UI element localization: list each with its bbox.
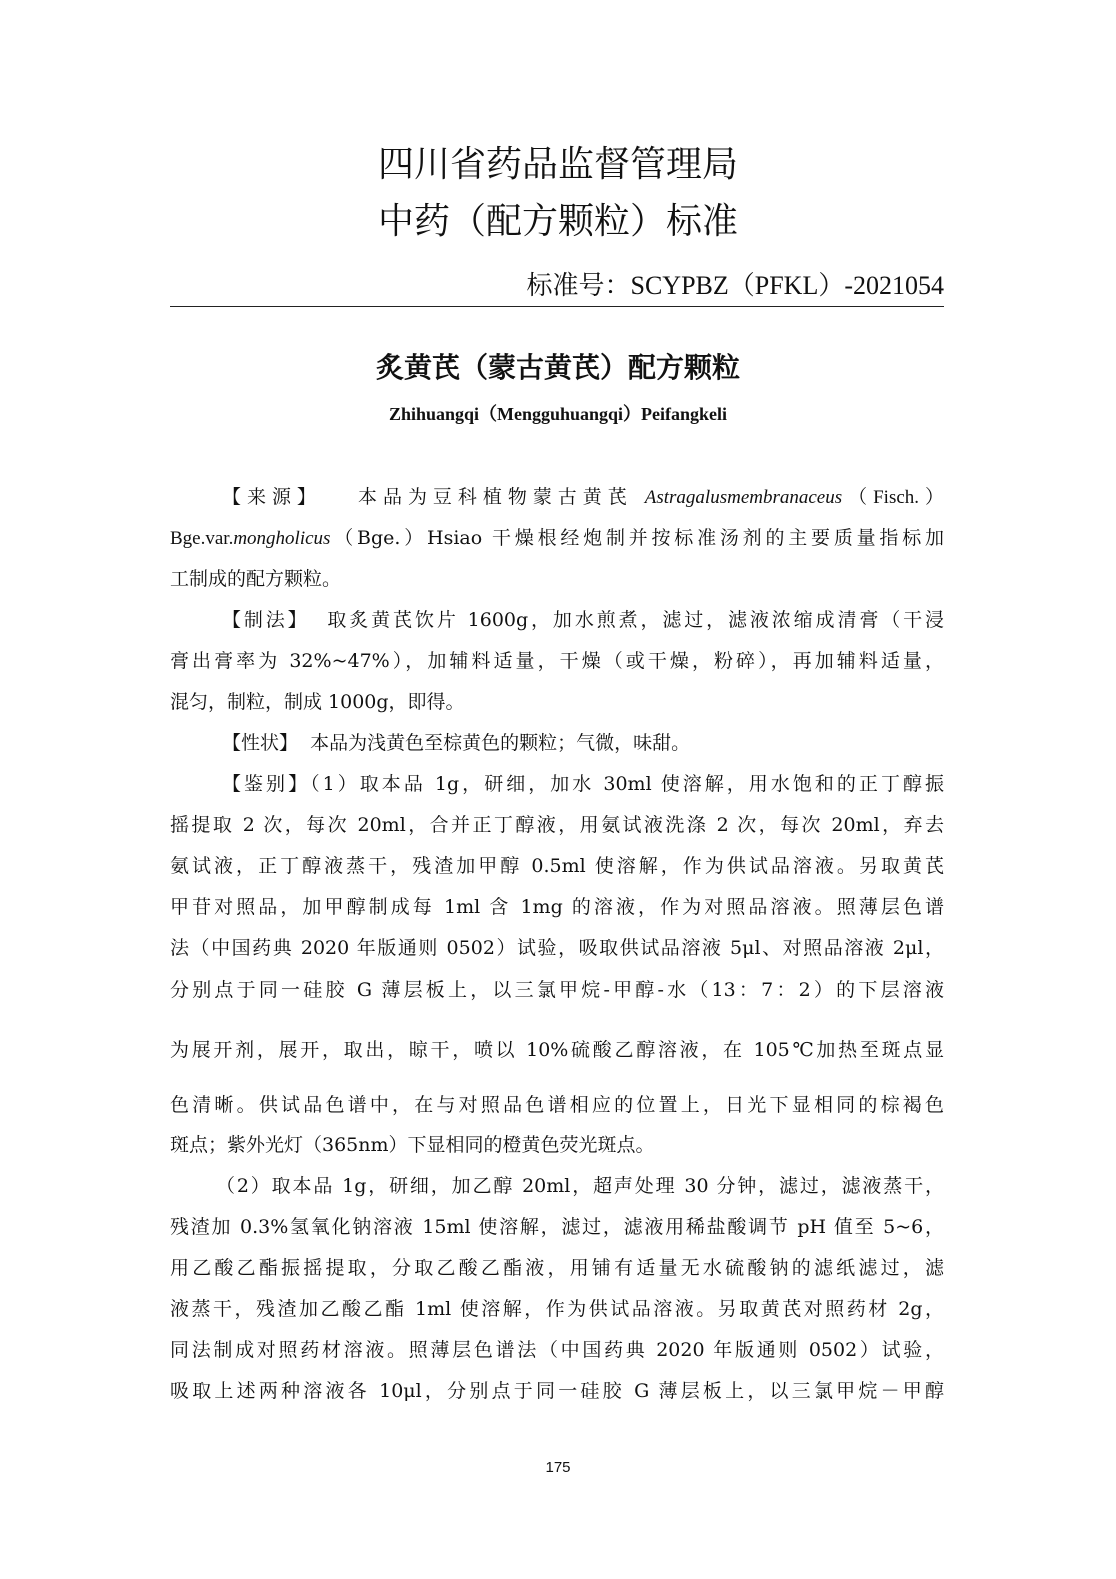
identification-line-3: 氨试液，正丁醇液蒸干，残渣加甲醇 0.5ml 使溶解，作为供试品溶液。另取黄芪: [170, 855, 944, 877]
source-label: 【来源】: [222, 486, 322, 508]
identification-label: 【鉴别】: [222, 773, 311, 795]
latin-species-name: Astragalusmembranaceus: [644, 487, 843, 508]
drug-pinyin-name: Zhihuangqi（Mengguhuangqi）Peifangkeli: [388, 404, 728, 424]
method-label: 【制法】: [222, 609, 310, 631]
method-line-3: 混匀，制粒，制成 1000g，即得。: [170, 691, 465, 713]
header-divider: [170, 306, 944, 307]
source-line-1: 【来源】 本品为豆科植物蒙古黄芪 Astragalusmembranaceus（Fisch.）: [222, 486, 944, 508]
identification-line-7: 为展开剂，展开，取出，晾干，喷以 10%硫酸乙醇溶液，在 105℃加热至斑点显: [170, 1039, 944, 1061]
character-label: 【性状】: [222, 732, 299, 754]
source-line-2: Bge.var.mongholicus（Bge.）Hsiao 干燥根经炮制并按标准汤剂的主要质量指标加: [170, 527, 944, 549]
page-number: 175: [545, 1459, 571, 1476]
identification-line-4: 甲苷对照品，加甲醇制成每 1ml 含 1mg 的溶液，作为对照品溶液。照薄层色谱: [170, 896, 944, 918]
identification-line-8: 色清晰。供试品色谱中，在与对照品色谱相应的位置上，日光下显相同的棕褐色: [170, 1094, 944, 1116]
identification-line-2: 摇提取 2 次，每次 20ml，合并正丁醇液，用氨试液洗涤 2 次，每次 20ml，弃去: [170, 814, 944, 836]
method-line-2: 膏出膏率为 32%~47%），加辅料适量，干燥（或干燥，粉碎），再加辅料适量，: [170, 650, 944, 672]
identification2-line-4: 液蒸干，残渣加乙酸乙酯 1ml 使溶解，作为供试品溶液。另取黄芪对照药材 2g，: [170, 1298, 944, 1320]
character-line-1: 【性状】 本品为浅黄色至棕黄色的颗粒；气微，味甜。: [222, 732, 691, 754]
identification-line-6: 分别点于同一硅胶 G 薄层板上，以三氯甲烷-甲醇-水（13：7：2）的下层溶液: [170, 979, 944, 1001]
identification2-line-5: 同法制成对照药材溶液。照薄层色谱法（中国药典 2020 年版通则 0502）试验，: [170, 1339, 944, 1361]
identification-line-1: 【鉴别】（1）取本品 1g，研细，加水 30ml 使溶解，用水饱和的正丁醇振: [222, 773, 944, 795]
source-line-3: 工制成的配方颗粒。: [170, 568, 342, 590]
identification2-line-2: 残渣加 0.3%氢氧化钠溶液 15ml 使溶解，滤过，滤液用稀盐酸调节 pH 值至 5~6，: [170, 1216, 944, 1238]
standard-category-title: 中药（配方颗粒）标准: [377, 201, 738, 242]
identification2-line-6: 吸取上述两种溶液各 10μl，分别点于同一硅胶 G 薄层板上，以三氯甲烷－甲醇: [170, 1380, 944, 1402]
standard-number-value: SCYPBZ（PFKL）-2021054: [630, 271, 944, 300]
identification-line-5: 法（中国药典 2020 年版通则 0502）试验，吸取供试品溶液 5μl、对照品溶液 2μl，: [170, 937, 944, 959]
standard-number-label: 标准号：: [526, 271, 631, 301]
identification-line-9: 斑点；紫外光灯（365nm）下显相同的橙黄色荧光斑点。: [170, 1134, 655, 1156]
drug-name: 炙黄芪（蒙古黄芪）配方颗粒: [375, 351, 740, 384]
standard-number: [526, 268, 944, 304]
method-line-1: 【制法】 取炙黄芪饮片 1600g，加水煎煮，滤过，滤液浓缩成清膏（干浸: [222, 609, 944, 631]
latin-variety-name: mongholicus: [233, 528, 331, 549]
identification2-line-3: 用乙酸乙酯振摇提取，分取乙酸乙酯液，用铺有适量无水硫酸钠的滤纸滤过，滤: [170, 1257, 944, 1279]
agency-title: 四川省药品监督管理局: [377, 144, 738, 185]
identification2-line-1: （2）取本品 1g，研细，加乙醇 20ml，超声处理 30 分钟，滤过，滤液蒸干，: [216, 1175, 944, 1197]
